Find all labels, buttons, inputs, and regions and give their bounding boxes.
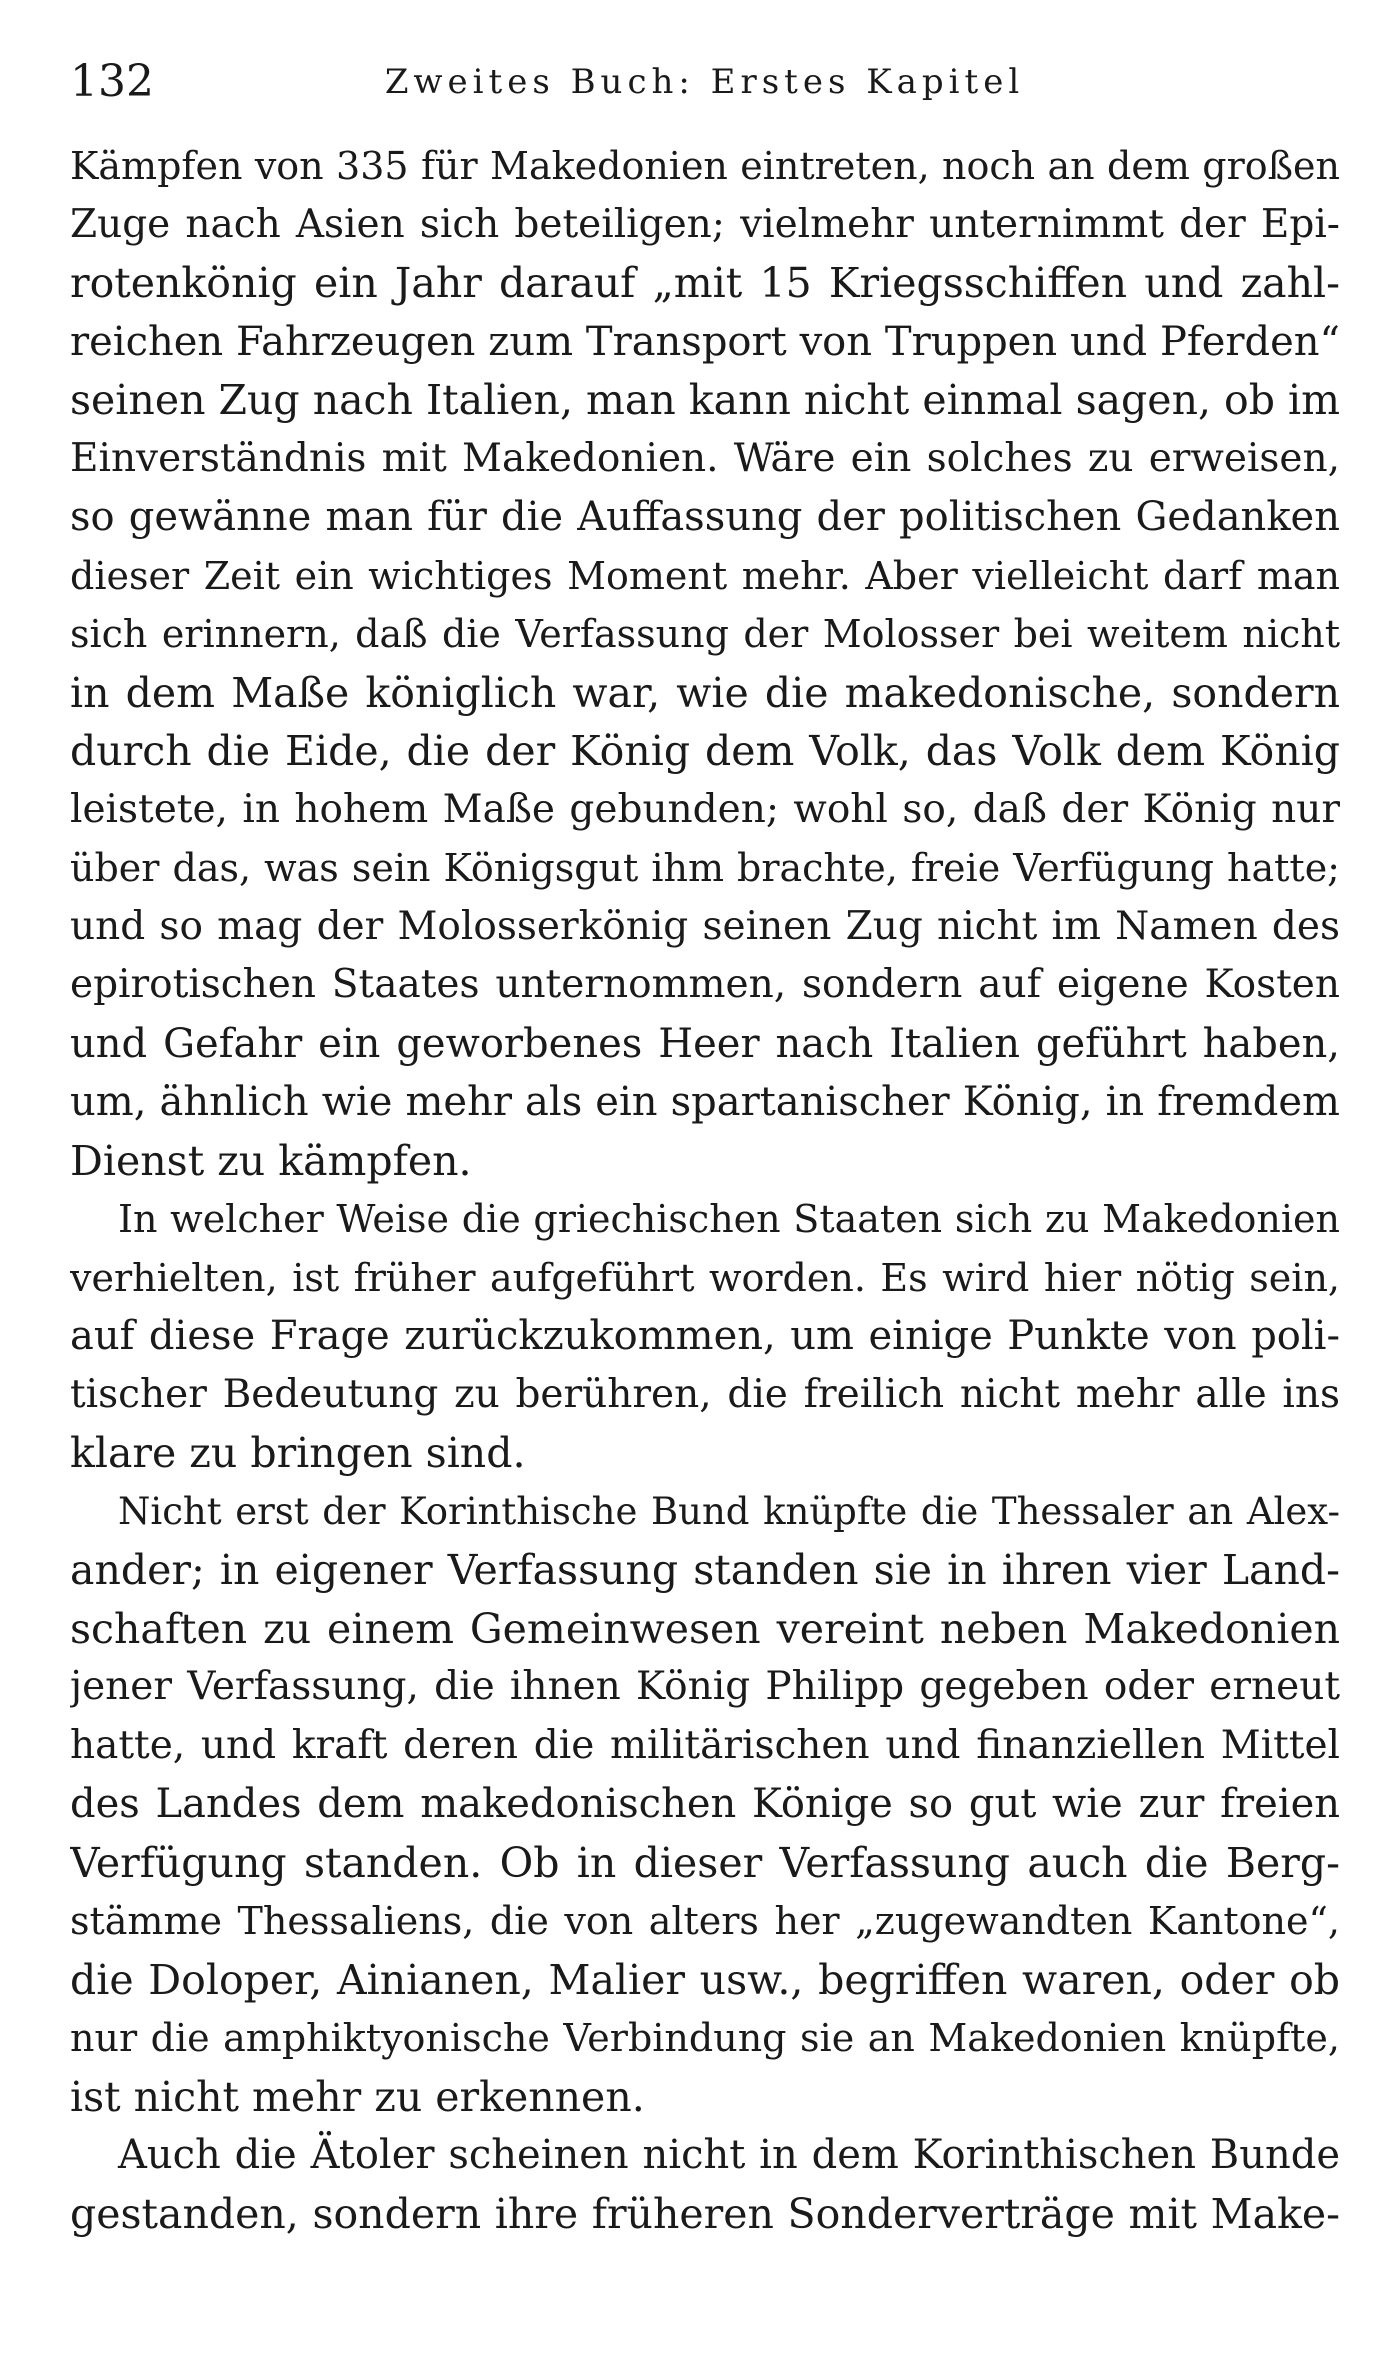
text-line: hatte, und kraft deren die militärischen und finanziellen Mittel (70, 1722, 1340, 1768)
text-line: seinen Zug nach Italien, man kann nicht einmal sagen, ob im (70, 376, 1340, 424)
text-line: verhielten, ist früher aufgeführt worden. Es wird hier nötig sein, (70, 1255, 1340, 1300)
text-line: ander; in eigener Verfassung standen sie in ihren vier Land- (70, 1546, 1340, 1594)
paragraph-first-line: Auch die Ätoler scheinen nicht in dem Korinthischen Bunde (118, 2132, 1340, 2178)
text-line: leistete, in hohem Maße gebunden; wohl so, daß der König nur (70, 786, 1340, 832)
text-line: sich erinnern, daß die Verfassung der Molosser bei weitem nicht (70, 612, 1340, 656)
text-line: in dem Maße königlich war, wie die makedonische, sondern (70, 668, 1340, 717)
text-line: so gewänne man für die Auffassung der politischen Gedanken (70, 494, 1340, 540)
text-line: die Doloper, Ainianen, Malier usw., begriffen waren, oder ob (70, 1955, 1340, 2004)
paragraph-first-line: Nicht erst der Korinthische Bund knüpfte die Thessaler an Alex- (118, 1489, 1340, 1533)
text-line: Zuge nach Asien sich beteiligen; vielmehr unternimmt der Epi- (70, 201, 1340, 247)
text-line: des Landes dem makedonischen Könige so gut wie zur freien (70, 1781, 1340, 1827)
text-line: epirotischen Staates unternommen, sondern auf eigene Kosten (70, 962, 1340, 1007)
paragraph-first-line: In welcher Weise die griechischen Staaten sich zu Makedonien (118, 1197, 1340, 1241)
text-line: Einverständnis mit Makedonien. Wäre ein solches zu erweisen, (70, 435, 1340, 481)
text-line: jener Verfassung, die ihnen König Philipp gegeben oder erneut (70, 1664, 1340, 1709)
text-line: und Gefahr ein geworbenes Heer nach Italien geführt haben, (70, 1020, 1340, 1067)
text-line: klare zu bringen sind. (70, 1429, 526, 1477)
running-head (70, 52, 1339, 112)
text-line: Verfügung standen. Ob in dieser Verfassung auch die Berg- (70, 1838, 1340, 1887)
text-line: und so mag der Molosserkönig seinen Zug nicht im Namen des (70, 903, 1340, 949)
text-line: gestanden, sondern ihre früheren Sonderverträge mit Make- (70, 2189, 1340, 2238)
text-line: tischer Bedeutung zu berühren, die freilich nicht mehr alle ins (70, 1371, 1340, 1417)
text-line: durch die Eide, die der König dem Volk, das Volk dem König (70, 727, 1340, 775)
page-number: 132 (70, 56, 154, 107)
text-line: Kämpfen von 335 für Makedonien eintreten, noch an dem großen (70, 144, 1340, 188)
text-line: auf diese Frage zurückzukommen, um einige Punkte von poli- (70, 1313, 1340, 1359)
text-line: nur die amphiktyonische Verbindung sie an Makedonien knüpfte, (70, 2016, 1340, 2060)
text-line: reichen Fahrzeugen zum Transport von Truppen und Pferden“ (70, 318, 1340, 365)
text-line: rotenkönig ein Jahr darauf „mit 15 Kriegsschiffen und zahl- (70, 259, 1340, 307)
running-head-title: Zweites Buch: Erstes Kapitel (384, 62, 1025, 102)
body-text (70, 137, 1340, 2243)
text-line: um, ähnlich wie mehr als ein spartanischer König, in fremdem (70, 1079, 1340, 1125)
text-line: ist nicht mehr zu erkennen. (70, 2072, 645, 2121)
text-line: Dienst zu kämpfen. (70, 1136, 472, 1185)
text-line: stämme Thessaliens, die von alters her „zugewandten Kantone“, (70, 1899, 1340, 1943)
text-line: über das, was sein Königsgut ihm brachte, freie Verfügung hatte; (70, 846, 1340, 890)
text-line: schaften zu einem Gemeinwesen vereint neben Makedonien (70, 1604, 1340, 1653)
text-line: dieser Zeit ein wichtiges Moment mehr. Aber vielleicht darf man (70, 553, 1340, 598)
